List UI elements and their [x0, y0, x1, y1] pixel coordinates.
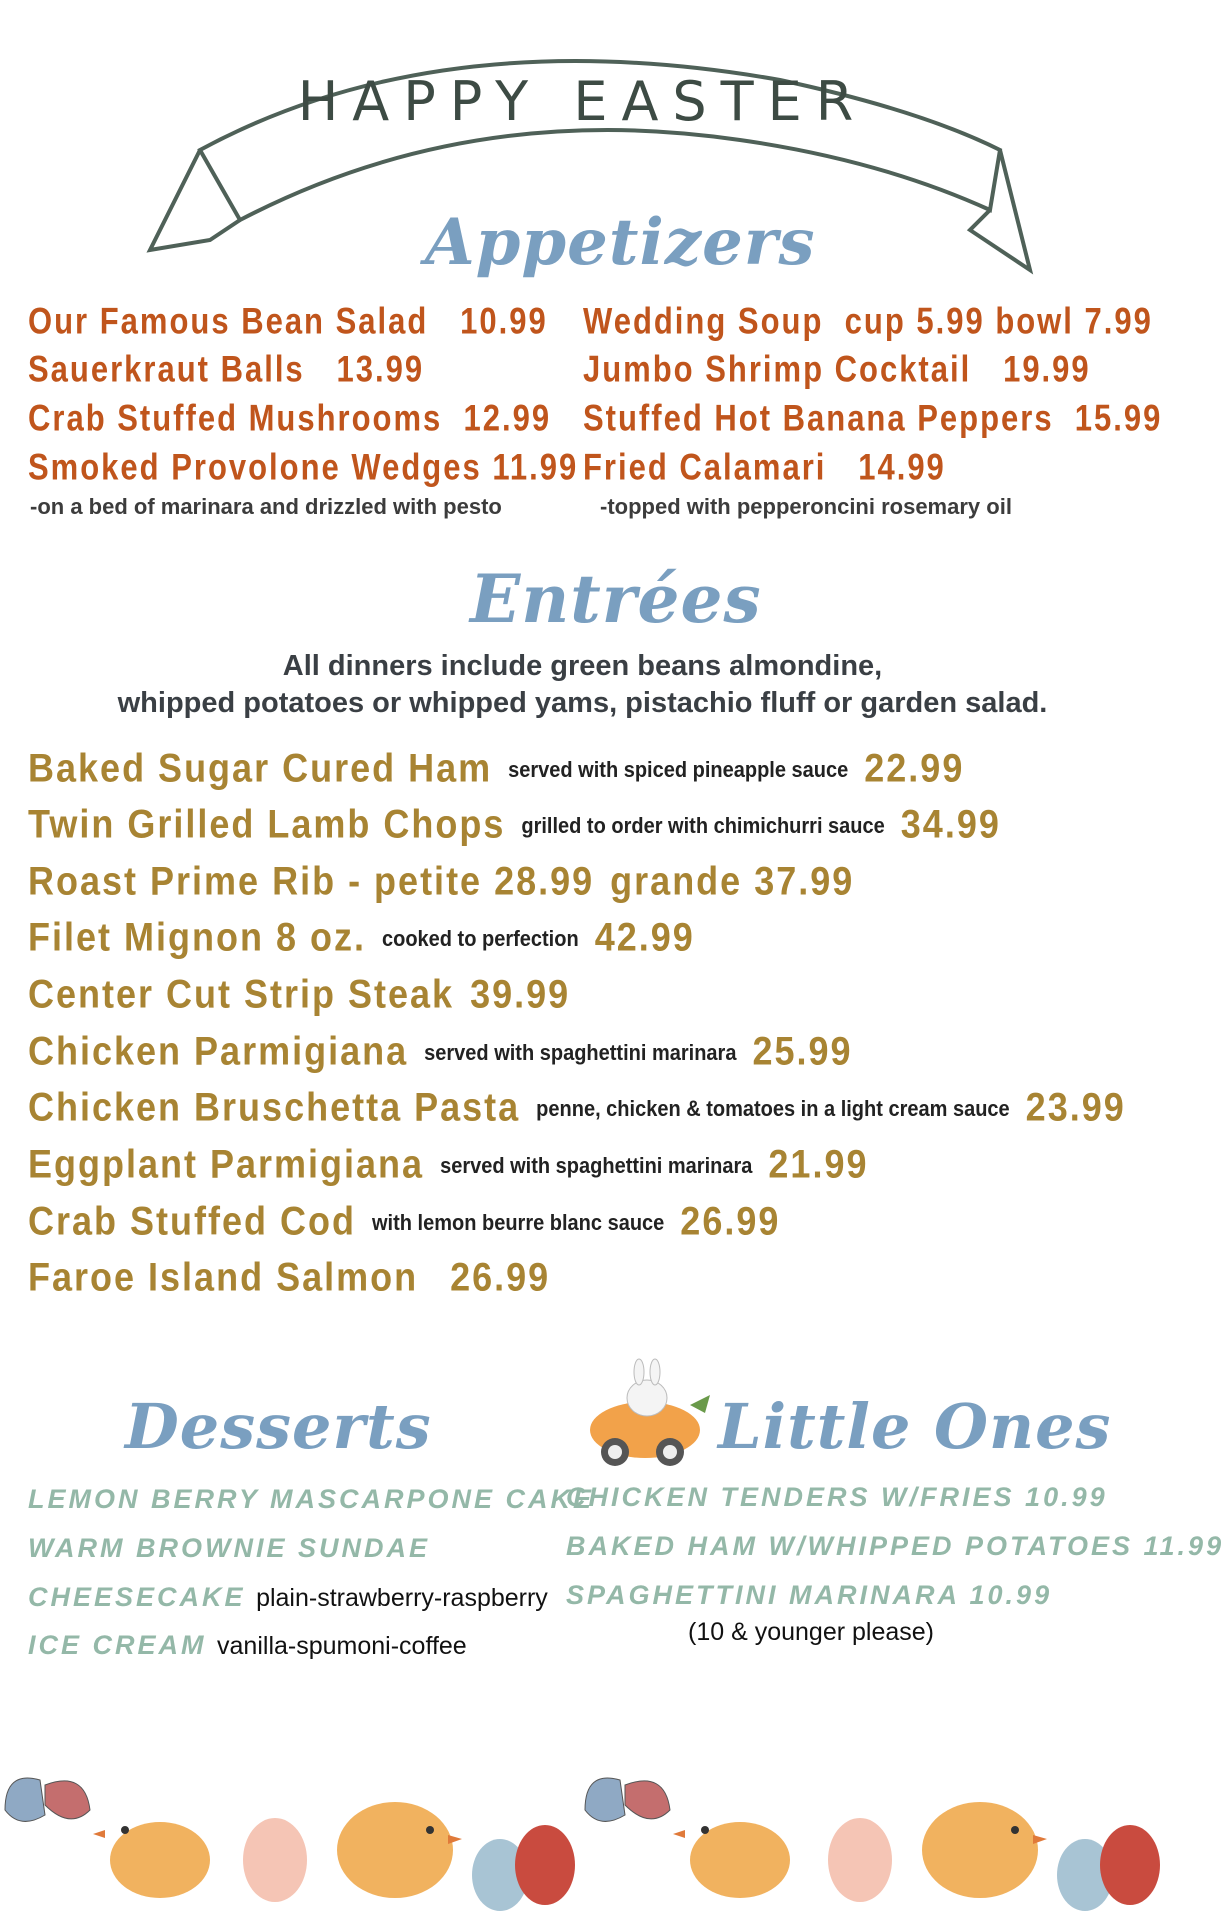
chick-icon [93, 1822, 210, 1898]
entrees-heading: Entrées [470, 560, 762, 638]
little-ones-heading: Little Ones [718, 1390, 1112, 1463]
entree-item: Center Cut Strip Steak 39.99 [28, 971, 571, 1017]
entree-item: Roast Prime Rib - petite 28.99 grande 37.99 [28, 858, 855, 904]
appetizer-item: Sauerkraut Balls 13.99 [28, 348, 425, 390]
entree-item: Faroe Island Salmon 26.99 [28, 1254, 551, 1300]
appetizer-item: Stuffed Hot Banana Peppers 15.99 [583, 397, 1163, 439]
kids-item: SPAGHETTINI MARINARA 10.99 [566, 1580, 1053, 1610]
bunny-car-icon [585, 1360, 715, 1470]
desserts-heading: Desserts [125, 1390, 432, 1463]
entrees-intro [0, 648, 1165, 722]
appetizer-item: Smoked Provolone Wedges 11.99 [28, 446, 579, 488]
easter-decoration [0, 1750, 1165, 1920]
kids-item: BAKED HAM W/WHIPPED POTATOES 11.99 [566, 1531, 1224, 1561]
entree-item: Chicken Bruschetta Pasta penne, chicken & tomatoes in a light cream sauce 23.99 [28, 1084, 1126, 1130]
appetizer-item: Jumbo Shrimp Cocktail 19.99 [583, 348, 1091, 390]
butterfly-icon [5, 1778, 90, 1821]
chick-icon [922, 1802, 1047, 1898]
banner-title: HAPPY EASTER [297, 70, 868, 133]
entree-item: Chicken Parmigiana served with spaghettini marinara 25.99 [28, 1028, 853, 1074]
appetizer-left-note: -on a bed of marinara and drizzled with pesto [30, 494, 502, 519]
chick-icon [673, 1822, 790, 1898]
egg-icon [472, 1825, 575, 1911]
entree-item: Eggplant Parmigiana served with spaghettini marinara 21.99 [28, 1141, 869, 1187]
appetizer-item: Our Famous Bean Salad 10.99 [28, 300, 548, 342]
butterfly-icon [585, 1778, 670, 1821]
entree-item: Baked Sugar Cured Ham served with spiced pineapple sauce 22.99 [28, 745, 965, 791]
kids-item: CHICKEN TENDERS W/FRIES 10.99 [566, 1482, 1108, 1512]
egg-icon [1057, 1825, 1160, 1911]
dessert-item: ICE CREAM vanilla-spumoni-coffee [28, 1630, 467, 1660]
appetizer-item: Wedding Soup cup 5.99 bowl 7.99 [583, 300, 1153, 342]
appetizer-item: Fried Calamari 14.99 [583, 446, 946, 488]
egg-icon [828, 1818, 892, 1902]
appetizer-item: Crab Stuffed Mushrooms 12.99 [28, 397, 552, 439]
entree-item: Twin Grilled Lamb Chops grilled to order with chimichurri sauce 34.99 [28, 801, 1001, 847]
appetizer-right-note: -topped with pepperoncini rosemary oil [600, 494, 1012, 519]
appetizers-heading: Appetizers [425, 205, 816, 280]
entree-item: Crab Stuffed Cod with lemon beurre blanc sauce 26.99 [28, 1198, 781, 1244]
entree-item: Filet Mignon 8 oz. cooked to perfection 42.99 [28, 914, 695, 960]
chick-icon [337, 1802, 462, 1898]
dessert-item: LEMON BERRY MASCARPONE CAKE [28, 1484, 595, 1514]
egg-icon [243, 1818, 307, 1902]
kids-age-note: (10 & younger please) [688, 1618, 934, 1646]
intro-line: All dinners include green beans almondine, [282, 650, 883, 682]
dessert-item: CHEESECAKE plain-strawberry-raspberry [28, 1582, 548, 1612]
dessert-item: WARM BROWNIE SUNDAE [28, 1533, 430, 1563]
intro-line: whipped potatoes or whipped yams, pistachio fluff or garden salad. [117, 687, 1048, 719]
